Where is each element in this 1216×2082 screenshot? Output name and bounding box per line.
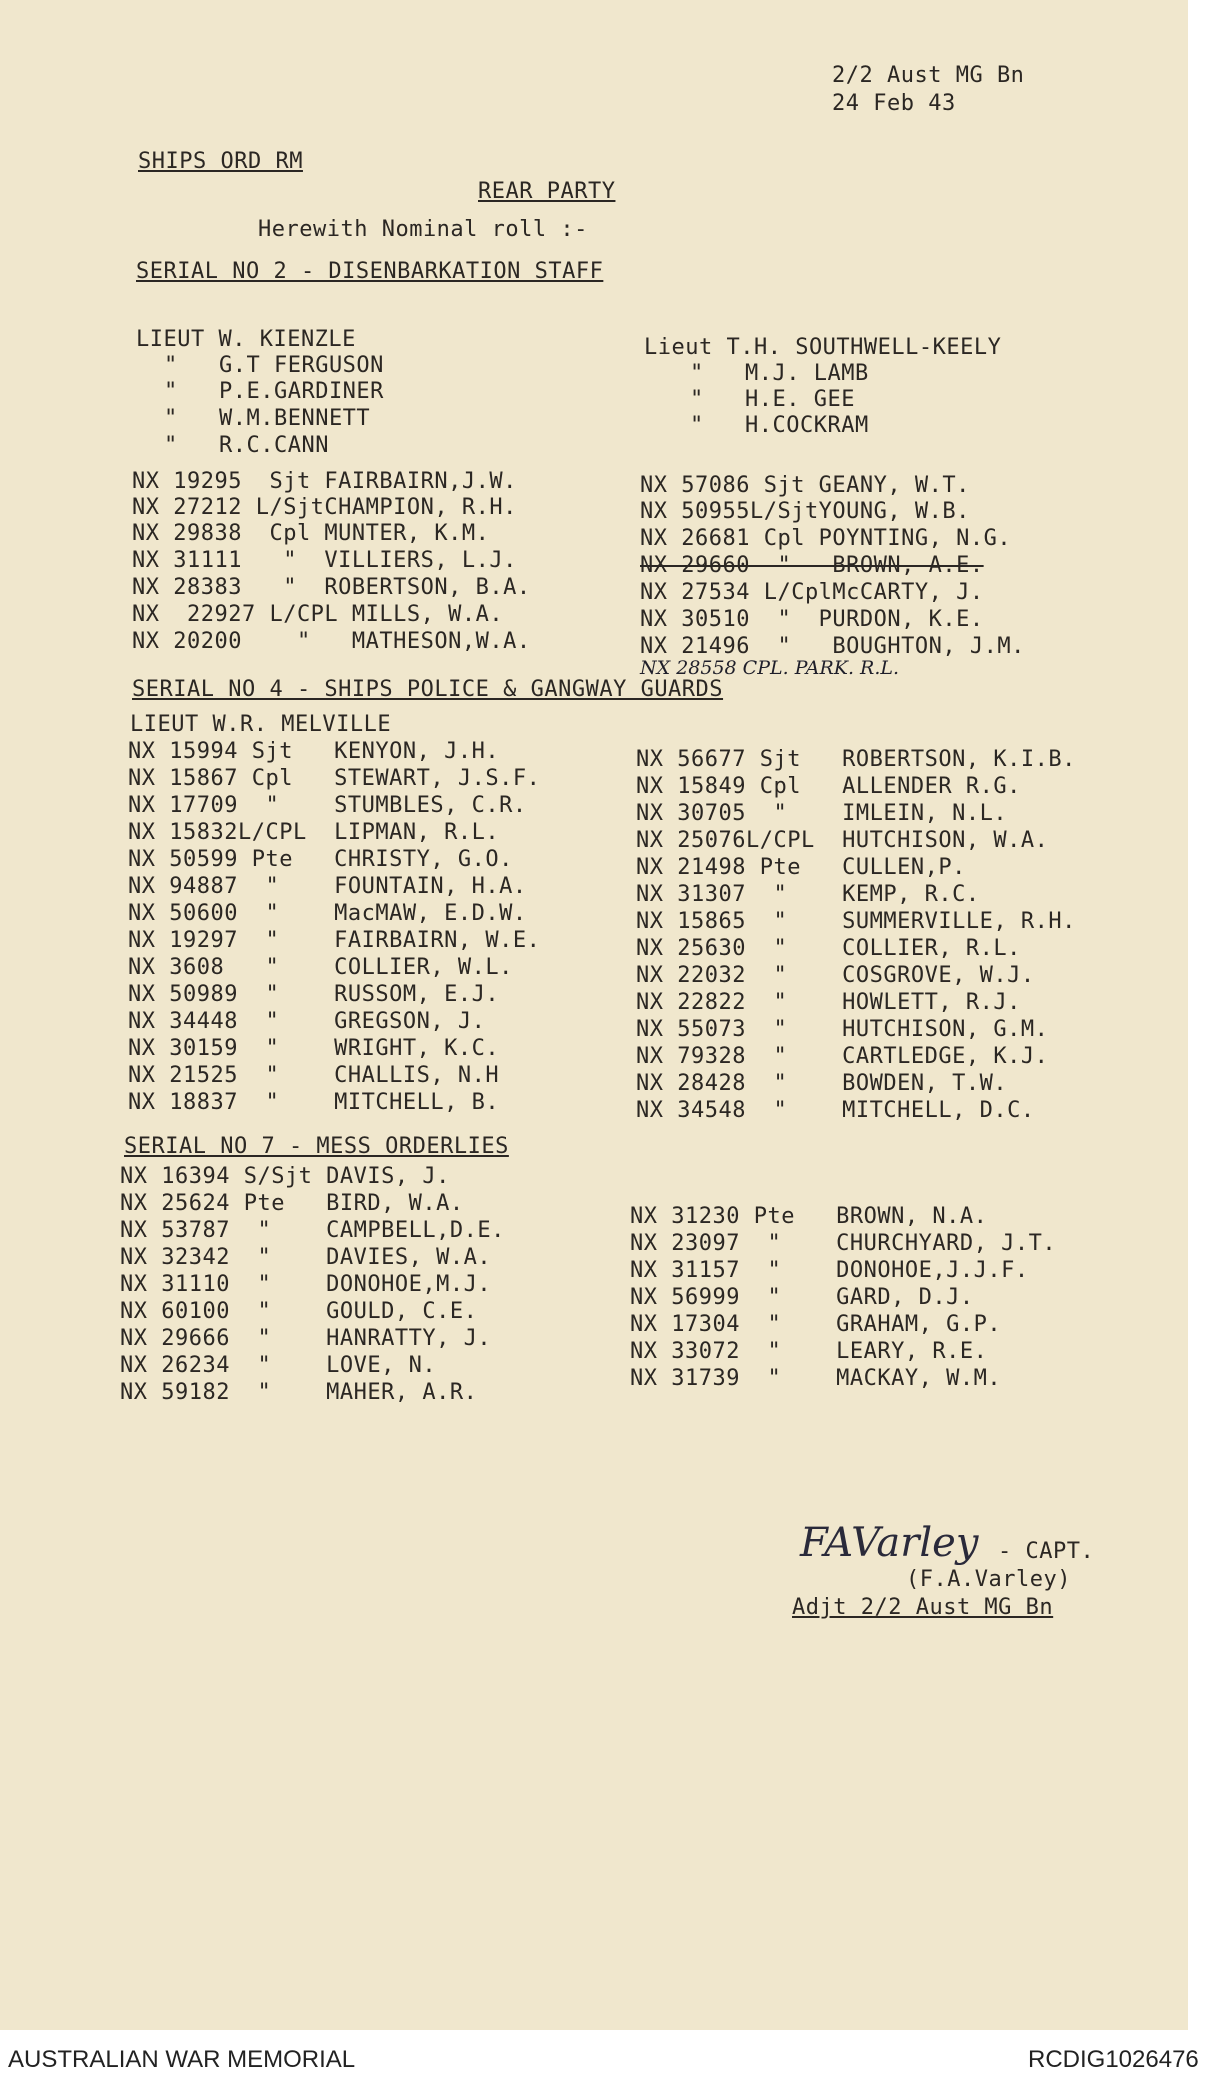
roll-entry: NX 60100 " GOULD, C.E. bbox=[120, 1299, 478, 1324]
intro-text: Herewith Nominal roll :- bbox=[258, 217, 588, 242]
serial-4-heading: SERIAL NO 4 - SHIPS POLICE & GANGWAY GUARDS bbox=[132, 677, 724, 702]
roll-entry: NX 57086 Sjt GEANY, W.T. bbox=[640, 473, 970, 498]
roll-entry: NX 50955L/SjtYOUNG, W.B. bbox=[640, 499, 970, 524]
roll-entry: NX 55073 " HUTCHISON, G.M. bbox=[636, 1017, 1049, 1042]
roll-entry: NX 27212 L/SjtCHAMPION, R.H. bbox=[132, 495, 517, 520]
roll-entry: NX 19295 Sjt FAIRBAIRN,J.W. bbox=[132, 469, 517, 494]
roll-entry: NX 19297 " FAIRBAIRN, W.E. bbox=[128, 928, 541, 953]
roll-entry: NX 17709 " STUMBLES, C.R. bbox=[128, 793, 527, 818]
roll-entry: NX 53787 " CAMPBELL,D.E. bbox=[120, 1218, 505, 1243]
roll-entry: NX 50989 " RUSSOM, E.J. bbox=[128, 982, 500, 1007]
roll-entry: NX 25630 " COLLIER, R.L. bbox=[636, 936, 1021, 961]
signatory-rank: - CAPT. bbox=[998, 1539, 1095, 1564]
roll-entry: NX 94887 " FOUNTAIN, H.A. bbox=[128, 874, 527, 899]
roll-entry: NX 31230 Pte BROWN, N.A. bbox=[630, 1204, 988, 1229]
roll-entry: NX 56999 " GARD, D.J. bbox=[630, 1285, 974, 1310]
serial-4-officer: LIEUT W.R. MELVILLE bbox=[130, 712, 392, 737]
roll-entry: NX 33072 " LEARY, R.E. bbox=[630, 1339, 988, 1364]
roll-entry: NX 25624 Pte BIRD, W.A. bbox=[120, 1191, 464, 1216]
roll-entry: NX 23097 " CHURCHYARD, J.T. bbox=[630, 1231, 1057, 1256]
officer-entry: LIEUT W. KIENZLE bbox=[136, 327, 356, 352]
record-id: RCDIG1026476 bbox=[1028, 2046, 1199, 2073]
roll-entry: NX 15865 " SUMMERVILLE, R.H. bbox=[636, 909, 1076, 934]
roll-entry: NX 18837 " MITCHELL, B. bbox=[128, 1090, 500, 1115]
roll-entry: NX 20200 " MATHESON,W.A. bbox=[132, 629, 531, 654]
roll-entry: NX 50600 " MacMAW, E.D.W. bbox=[128, 901, 527, 926]
roll-entry: NX 16394 S/Sjt DAVIS, J. bbox=[120, 1164, 450, 1189]
roll-entry: NX 3608 " COLLIER, W.L. bbox=[128, 955, 513, 980]
roll-entry: NX 15832L/CPL LIPMAN, R.L. bbox=[128, 820, 500, 845]
roll-entry: NX 32342 " DAVIES, W.A. bbox=[120, 1245, 492, 1270]
roll-entry: NX 31739 " MACKAY, W.M. bbox=[630, 1366, 1002, 1391]
officer-entry: " H.COCKRAM bbox=[690, 413, 869, 438]
roll-entry: NX 21525 " CHALLIS, N.H bbox=[128, 1063, 500, 1088]
handwritten-addition: NX 28558 CPL. PARK. R.L. bbox=[640, 657, 900, 679]
officer-entry: " R.C.CANN bbox=[164, 433, 329, 458]
officer-entry: " P.E.GARDINER bbox=[164, 379, 384, 404]
roll-entry: NX 29838 Cpl MUNTER, K.M. bbox=[132, 521, 490, 546]
roll-entry: NX 15994 Sjt KENYON, J.H. bbox=[128, 739, 500, 764]
roll-entry: NX 50599 Pte CHRISTY, G.O. bbox=[128, 847, 513, 872]
roll-entry: NX 28383 " ROBERTSON, B.A. bbox=[132, 575, 531, 600]
roll-entry: NX 26234 " LOVE, N. bbox=[120, 1353, 437, 1378]
roll-entry: NX 26681 Cpl POYNTING, N.G. bbox=[640, 526, 1012, 551]
addressee: SHIPS ORD RM bbox=[138, 149, 303, 174]
roll-entry: NX 25076L/CPL HUTCHISON, W.A. bbox=[636, 828, 1049, 853]
roll-entry: NX 79328 " CARTLEDGE, K.J. bbox=[636, 1044, 1049, 1069]
roll-entry: NX 31157 " DONOHOE,J.J.F. bbox=[630, 1258, 1029, 1283]
roll-entry: NX 30705 " IMLEIN, N.L. bbox=[636, 801, 1008, 826]
roll-entry: NX 34548 " MITCHELL, D.C. bbox=[636, 1098, 1035, 1123]
roll-entry-struck: NX 29660 " BROWN, A.E. bbox=[640, 553, 984, 578]
roll-entry: NX 17304 " GRAHAM, G.P. bbox=[630, 1312, 1002, 1337]
document-date: 24 Feb 43 bbox=[832, 91, 956, 116]
roll-entry: NX 21496 " BOUGHTON, J.M. bbox=[640, 634, 1025, 659]
handwritten-signature: FAVarley bbox=[800, 1520, 979, 1566]
officer-entry: " G.T FERGUSON bbox=[164, 353, 384, 378]
signatory-name: (F.A.Varley) bbox=[906, 1567, 1071, 1592]
roll-entry: NX 22822 " HOWLETT, R.J. bbox=[636, 990, 1021, 1015]
roll-entry: NX 28428 " BOWDEN, T.W. bbox=[636, 1071, 1008, 1096]
officer-entry: " M.J. LAMB bbox=[690, 361, 869, 386]
unit-name: 2/2 Aust MG Bn bbox=[832, 63, 1025, 88]
officer-entry: " H.E. GEE bbox=[690, 387, 855, 412]
roll-entry: NX 34448 " GREGSON, J. bbox=[128, 1009, 486, 1034]
roll-entry: NX 15849 Cpl ALLENDER R.G. bbox=[636, 774, 1021, 799]
officer-entry: " W.M.BENNETT bbox=[164, 406, 371, 431]
roll-entry: NX 31110 " DONOHOE,M.J. bbox=[120, 1272, 492, 1297]
serial-2-heading: SERIAL NO 2 - DISENBARKATION STAFF bbox=[136, 259, 604, 284]
roll-entry: NX 22927 L/CPL MILLS, W.A. bbox=[132, 602, 504, 627]
roll-entry: NX 30510 " PURDON, K.E. bbox=[640, 607, 984, 632]
archive-credit: AUSTRALIAN WAR MEMORIAL bbox=[8, 2046, 356, 2073]
roll-entry: NX 30159 " WRIGHT, K.C. bbox=[128, 1036, 500, 1061]
officer-entry: Lieut T.H. SOUTHWELL-KEELY bbox=[644, 335, 1002, 360]
signatory-appointment: Adjt 2/2 Aust MG Bn bbox=[792, 1595, 1054, 1620]
roll-entry: NX 29666 " HANRATTY, J. bbox=[120, 1326, 492, 1351]
roll-entry: NX 15867 Cpl STEWART, J.S.F. bbox=[128, 766, 541, 791]
roll-entry: NX 59182 " MAHER, A.R. bbox=[120, 1380, 478, 1405]
roll-entry: NX 31111 " VILLIERS, L.J. bbox=[132, 548, 517, 573]
roll-entry: NX 27534 L/CplMcCARTY, J. bbox=[640, 580, 984, 605]
roll-entry: NX 31307 " KEMP, R.C. bbox=[636, 882, 980, 907]
document-title: REAR PARTY bbox=[478, 179, 616, 204]
serial-7-heading: SERIAL NO 7 - MESS ORDERLIES bbox=[124, 1134, 509, 1159]
roll-entry: NX 56677 Sjt ROBERTSON, K.I.B. bbox=[636, 747, 1076, 772]
roll-entry: NX 22032 " COSGROVE, W.J. bbox=[636, 963, 1035, 988]
roll-entry: NX 21498 Pte CULLEN,P. bbox=[636, 855, 966, 880]
